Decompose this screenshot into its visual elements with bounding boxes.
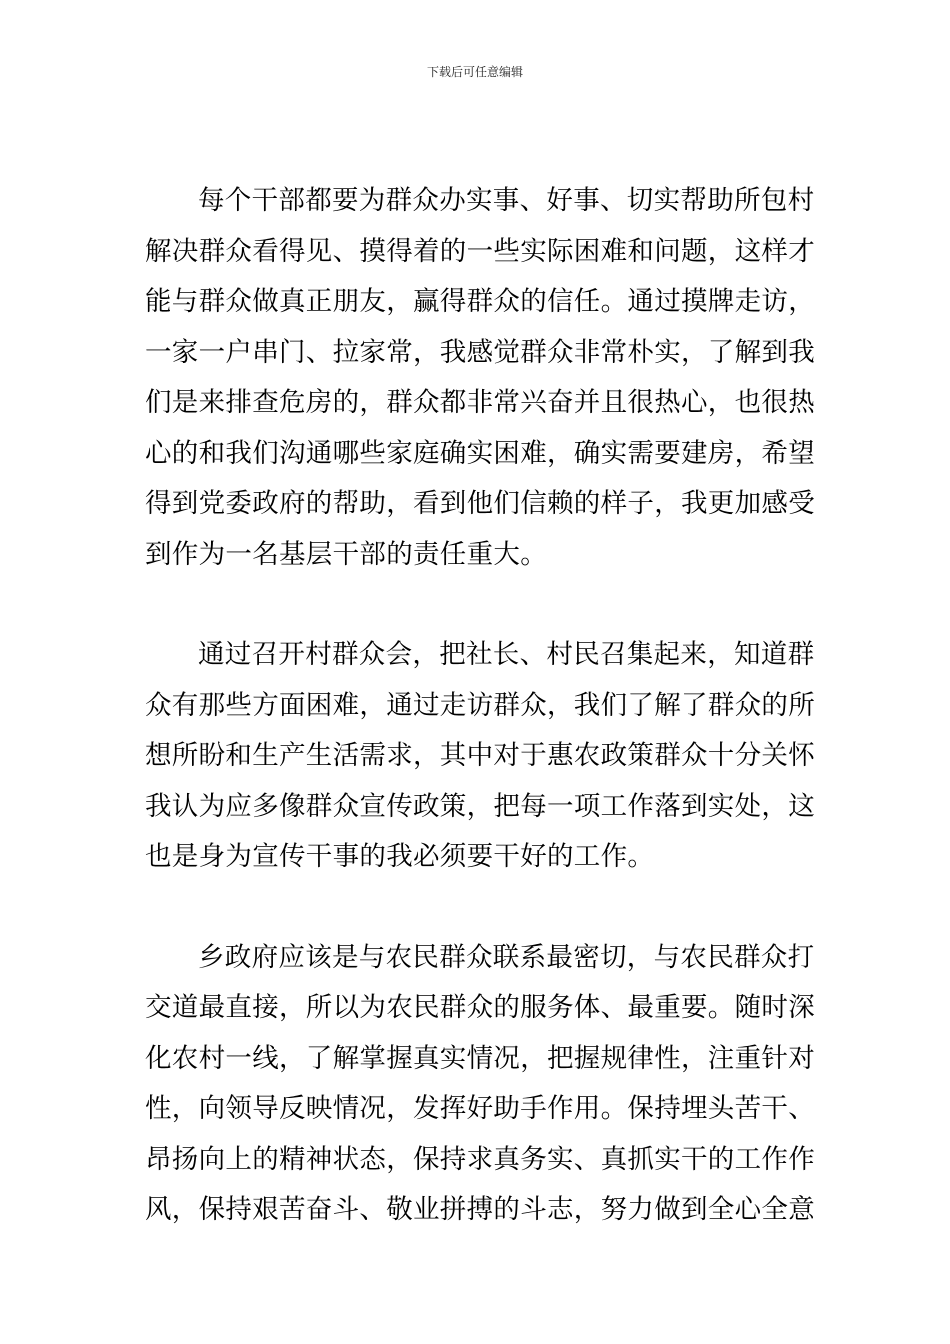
paragraph-line: 想所盼和生产生活需求，其中对于惠农政策群众十分关怀 bbox=[145, 740, 815, 771]
page-header: 下载后可任意编辑 bbox=[426, 65, 523, 79]
paragraph-line: 昂扬向上的精神状态，保持求真务实、真抓实干的工作作 bbox=[145, 1143, 815, 1175]
paragraph-line: 到作为一名基层干部的责任重大。 bbox=[145, 538, 547, 570]
paragraph-line: 得到党委政府的帮助，看到他们信赖的样子，我更加感受 bbox=[145, 488, 815, 519]
paragraph-line: 众有那些方面困难，通过走访群众，我们了解了群众的所 bbox=[145, 689, 815, 721]
paragraph-line: 性，向领导反映情况，发挥好助手作用。保持埋头苦干、 bbox=[145, 1093, 815, 1124]
paragraph-line: 风，保持艰苦奋斗、敬业拼搏的斗志，努力做到全心全意 bbox=[145, 1194, 815, 1225]
paragraph-line: 能与群众做真正朋友，赢得群众的信任。通过摸牌走访， bbox=[145, 286, 815, 317]
paragraph-line: 乡政府应该是与农民群众联系最密切，与农民群众打 bbox=[198, 941, 815, 973]
paragraph-line: 通过召开村群众会，把社长、村民召集起来，知道群 bbox=[198, 639, 815, 670]
paragraph-line: 也是身为宣传干事的我必须要干好的工作。 bbox=[145, 841, 655, 872]
document-body bbox=[145, 176, 815, 1286]
paragraph-3 bbox=[145, 933, 815, 1236]
paragraph-line: 一家一户串门、拉家常，我感觉群众非常朴实，了解到我 bbox=[145, 336, 815, 368]
paragraph-line: 们是来排查危房的，群众都非常兴奋并且很热心，也很热 bbox=[145, 387, 815, 418]
paragraph-line: 解决群众看得见、摸得着的一些实际困难和问题，这样才 bbox=[145, 235, 815, 267]
paragraph-1 bbox=[145, 176, 815, 580]
paragraph-2 bbox=[145, 630, 815, 883]
paragraph-line: 我认为应多像群众宣传政策，把每一项工作落到实处，这 bbox=[145, 790, 815, 822]
paragraph-line: 每个干部都要为群众办实事、好事、切实帮助所包村 bbox=[198, 185, 815, 216]
paragraph-line: 交道最直接，所以为农民群众的服务体、最重要。随时深 bbox=[145, 992, 815, 1023]
paragraph-line: 心的和我们沟通哪些家庭确实困难，确实需要建房，希望 bbox=[145, 437, 815, 469]
paragraph-line: 化农村一线，了解掌握真实情况，把握规律性，注重针对 bbox=[145, 1042, 815, 1074]
